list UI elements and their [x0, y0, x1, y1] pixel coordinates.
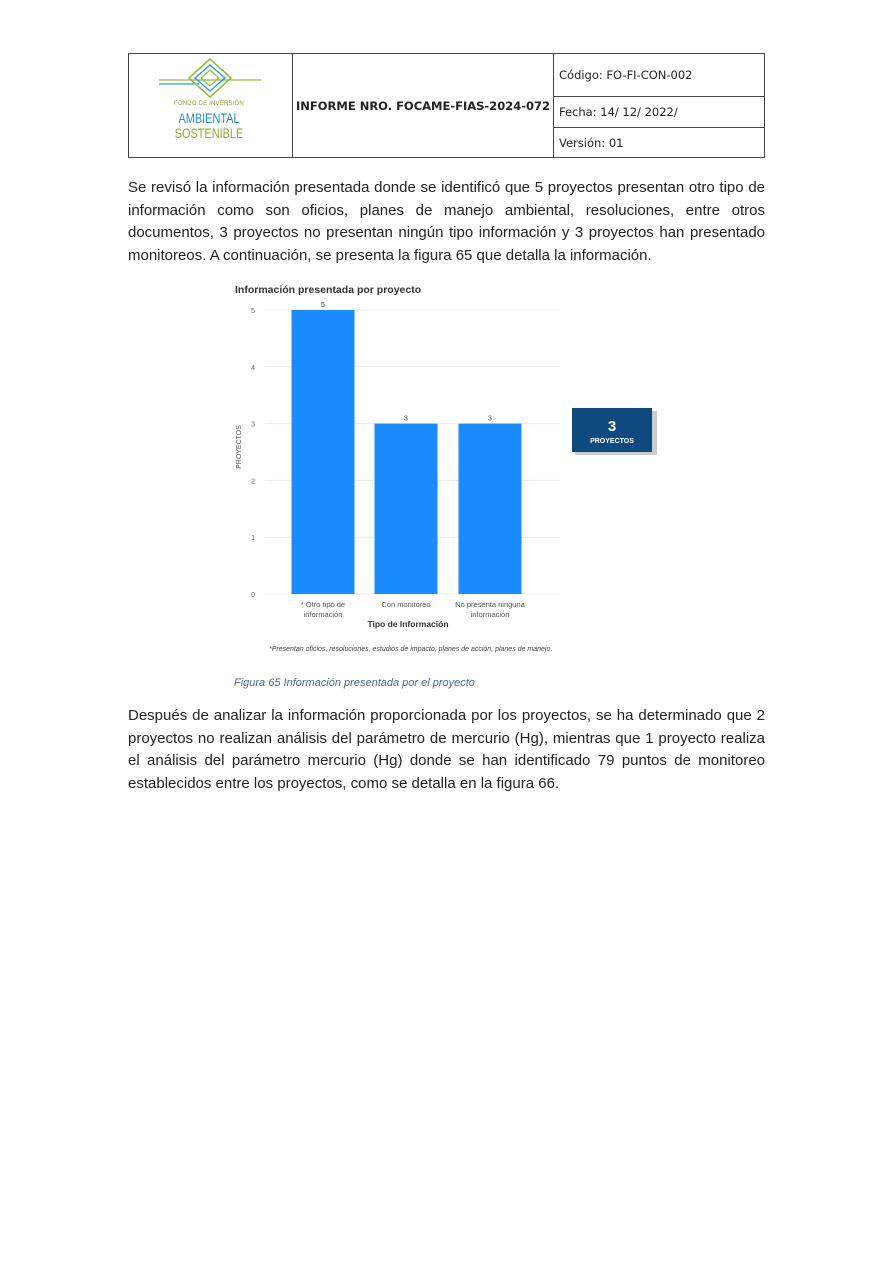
logo-line-1: FONDO DE INVERSIÓN	[174, 101, 244, 107]
x-axis-label: Tipo de Información	[367, 619, 449, 629]
bar	[375, 424, 438, 594]
bar	[459, 424, 522, 594]
chart-footnote: *Presentan oficios, resoluciones, estudios de impacto, planes de acción, planes de manejo.	[269, 646, 553, 653]
bar-data-label: 3	[404, 415, 408, 423]
document-code: Código: FO-FI-CON-002	[554, 54, 765, 97]
y-tick-label: 1	[251, 535, 255, 543]
bar-chart	[0, 270, 892, 670]
report-title: INFORME NRO. FOCAME-FIAS-2024-072	[293, 54, 554, 158]
x-tick-label: No presenta ninguna información	[455, 600, 525, 619]
y-axis-ticks	[251, 308, 255, 599]
y-tick-label: 2	[251, 478, 255, 486]
document-version: Versión: 01	[554, 128, 765, 158]
y-tick-label: 5	[251, 308, 255, 315]
logo-line-3: SOSTENIBLE	[174, 125, 244, 141]
y-axis-label: PROYECTOS	[236, 425, 243, 469]
logo-line-2: AMBIENTAL	[178, 110, 240, 126]
bar	[292, 310, 355, 594]
document-date: Fecha: 14/ 12/ 2022/	[554, 97, 765, 128]
chart-bars	[292, 302, 522, 594]
y-tick-label: 0	[251, 592, 255, 599]
document-header	[128, 53, 765, 158]
figure-caption: Figura 65 Información presentada por el proyecto	[234, 677, 475, 689]
body-paragraph-2: Después de analizar la información proporcionada por los proyectos, se ha determinado que 2 proyectos no realizan análisis del parámetro de mercurio (Hg), mientras que 1 proyecto realiza el análisis del parámetro mercurio (Hg) donde se han identificado 79 puntos de monitoreo establecidos entre los proyectos, como se detalla en la figura 66.	[128, 707, 765, 792]
kpi-card	[572, 408, 657, 455]
body-paragraph-1: Se revisó la información presentada donde se identificó que 5 proyectos presentan otro tipo de información como son oficios, planes de manejo ambiental, resoluciones, entre otros documentos, 3 proyectos no presentan ningún tipo información y 3 proyectos han presentado monitoreos. A continuación, se presenta la figura 65 que detalla la información.	[128, 179, 765, 264]
logo-cell	[129, 54, 293, 158]
y-tick-label: 4	[251, 364, 255, 372]
kpi-label: PROYECTOS	[590, 438, 634, 445]
x-tick-label: Con monitoreo	[381, 600, 431, 609]
kpi-value: 3	[607, 418, 617, 435]
chart-title: Información presentada por proyecto	[235, 284, 422, 296]
y-tick-label: 3	[251, 421, 255, 429]
bar-data-label: 3	[488, 415, 492, 423]
bar-data-label: 5	[321, 302, 325, 309]
x-axis-ticks	[301, 600, 526, 619]
x-tick-label: * Otro tipo de información	[300, 600, 346, 619]
organization-logo	[129, 54, 292, 157]
